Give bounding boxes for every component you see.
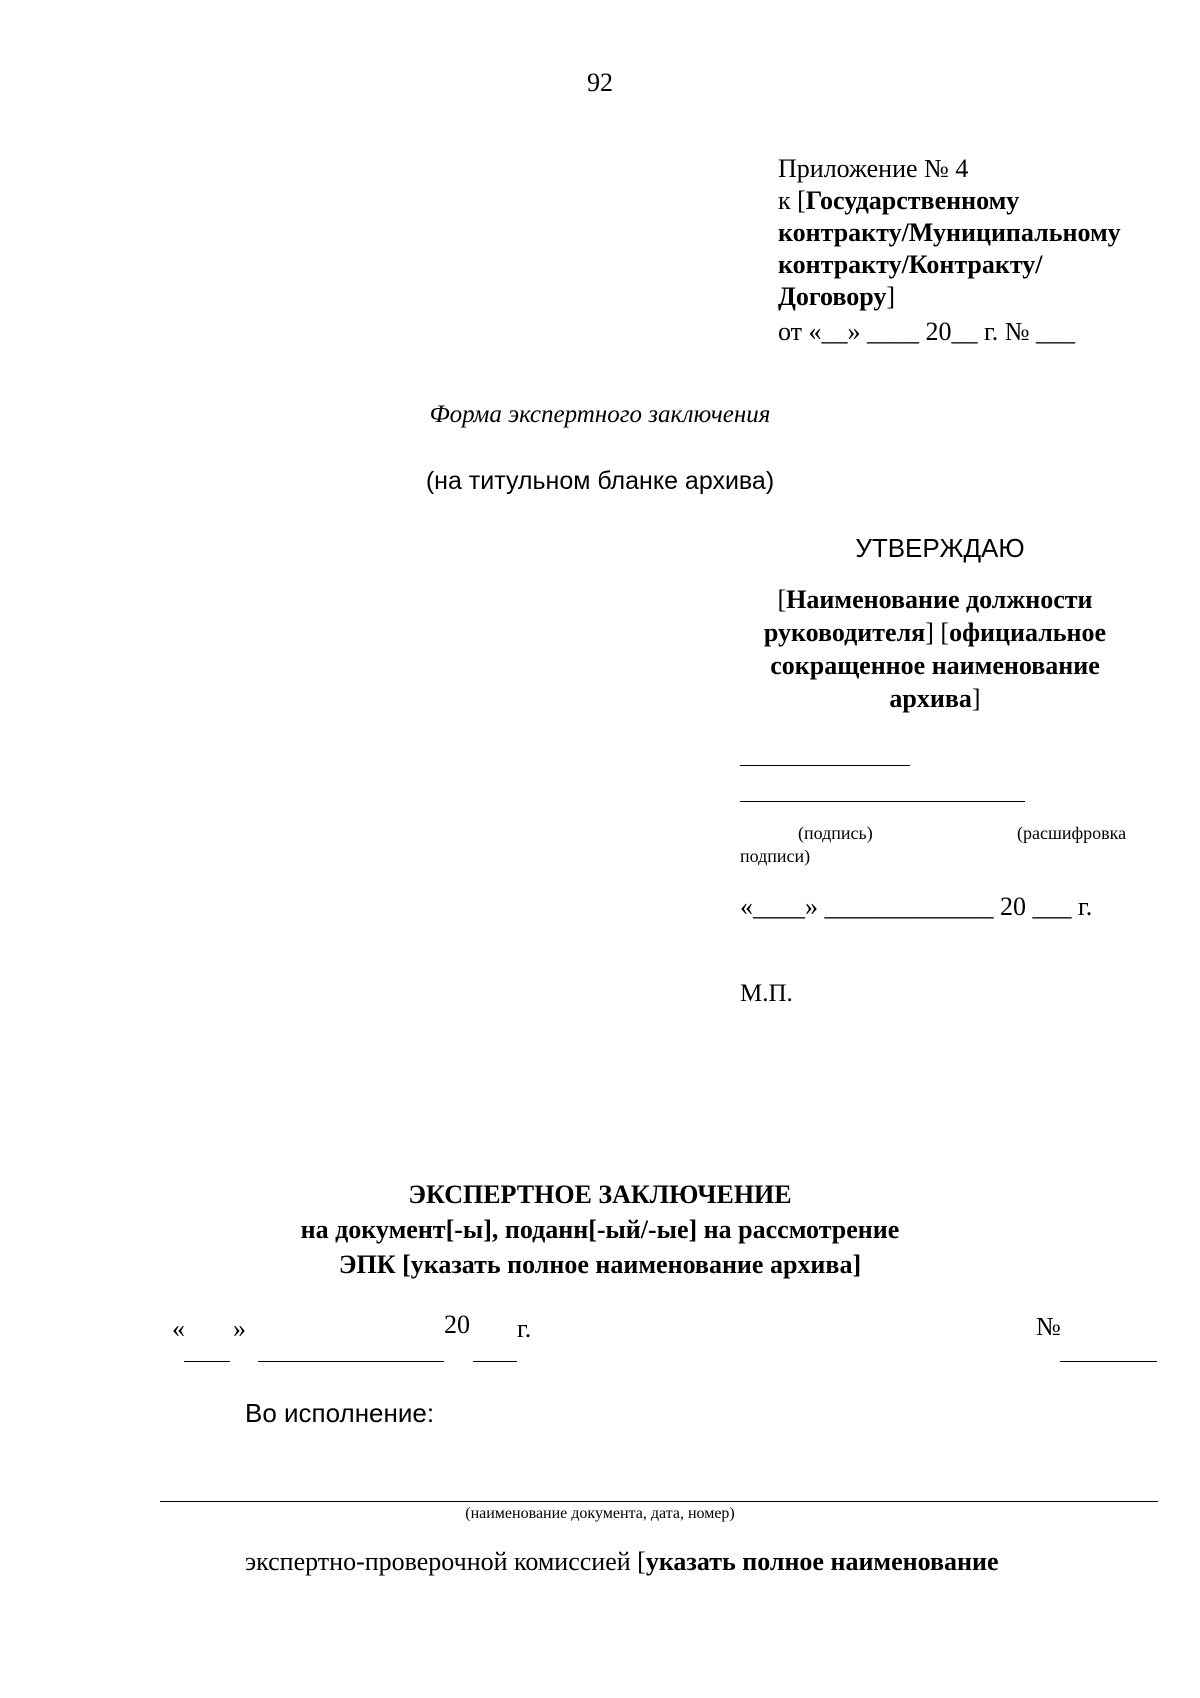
signature-line[interactable] <box>740 765 910 766</box>
approver-bracket-mid: ] [ <box>925 618 950 647</box>
approval-date-field[interactable]: «____» _____________ 20 ___ г. <box>740 892 1093 921</box>
approver-title-line4 <box>735 682 1135 715</box>
approver-archive-name-end: архива <box>889 684 972 713</box>
conclusion-title: ЭКСПЕРТНОЕ ЗАКЛЮЧЕНИЕ <box>408 1180 792 1209</box>
date-year-field[interactable] <box>473 1361 517 1362</box>
appendix-bracket-close: ] <box>886 282 896 311</box>
approver-title-line1 <box>735 583 1135 616</box>
conclusion-subtitle-line2: ЭПК [указать полное наименование архива] <box>338 1250 862 1279</box>
date-year-suffix: г. <box>517 1314 532 1343</box>
document-reference-caption: (наименование документа, дата, номер) <box>465 1505 735 1522</box>
commission-text-regular: экспертно-проверочной комиссией [ <box>245 1547 646 1576</box>
appendix-contract-ref-line1 <box>778 185 1019 217</box>
page-number: 92 <box>587 68 613 97</box>
appendix-contract-ref-line4 <box>778 281 895 313</box>
commission-text-bold: указать полное наименование <box>645 1547 999 1576</box>
appendix-contract-type: Государственному <box>805 186 1020 215</box>
approver-archive-name-start: официальное <box>949 618 1107 647</box>
appendix-date-number: от «__» ____ 20__ г. № ___ <box>778 317 1076 346</box>
approver-position: Наименование должности <box>786 585 1093 614</box>
execution-label: Во исполнение: <box>245 1398 435 1428</box>
date-year-prefix: 20 <box>444 1310 470 1339</box>
appendix-contract-ref-line2: контракту/Муниципальному <box>778 218 1121 247</box>
form-title: Форма экспертного заключения <box>429 401 771 428</box>
appendix-prefix: к [ <box>778 186 806 215</box>
approver-bracket-close: ] <box>971 684 981 713</box>
appendix-contract-ref-line3: контракту/Контракту/ <box>778 250 1043 279</box>
appendix-number: Приложение № 4 <box>778 154 969 183</box>
document-number-field[interactable] <box>1060 1361 1157 1362</box>
date-day-field[interactable] <box>184 1361 230 1362</box>
date-close-quote: » <box>233 1314 246 1343</box>
commission-text <box>245 1547 999 1577</box>
appendix-contract-agreement: Договору <box>778 282 887 311</box>
signature-decode-line[interactable] <box>740 801 1025 802</box>
signature-label: (подпись) <box>798 823 873 843</box>
approver-title-line3: сокращенное наименование <box>770 651 1100 680</box>
conclusion-subtitle-line1: на документ[-ы], поданн[-ый/-ые] на рассмотрение <box>300 1215 900 1244</box>
form-subtitle: (на титульном бланке архива) <box>425 467 775 495</box>
approver-bracket-open: [ <box>777 585 787 614</box>
date-month-field[interactable] <box>258 1361 444 1362</box>
approver-title-line2 <box>735 616 1135 649</box>
document-reference-field[interactable] <box>160 1501 1158 1502</box>
approver-position-end: руководителя <box>763 618 926 647</box>
stamp-placeholder: М.П. <box>740 980 793 1007</box>
number-sign: № <box>1036 1312 1061 1341</box>
signature-decode-label-cont: подписи) <box>740 846 811 866</box>
approval-heading: УТВЕРЖДАЮ <box>855 533 1025 563</box>
date-open-quote: « <box>172 1314 185 1343</box>
signature-decode-label: (расшифровка <box>1017 823 1127 843</box>
